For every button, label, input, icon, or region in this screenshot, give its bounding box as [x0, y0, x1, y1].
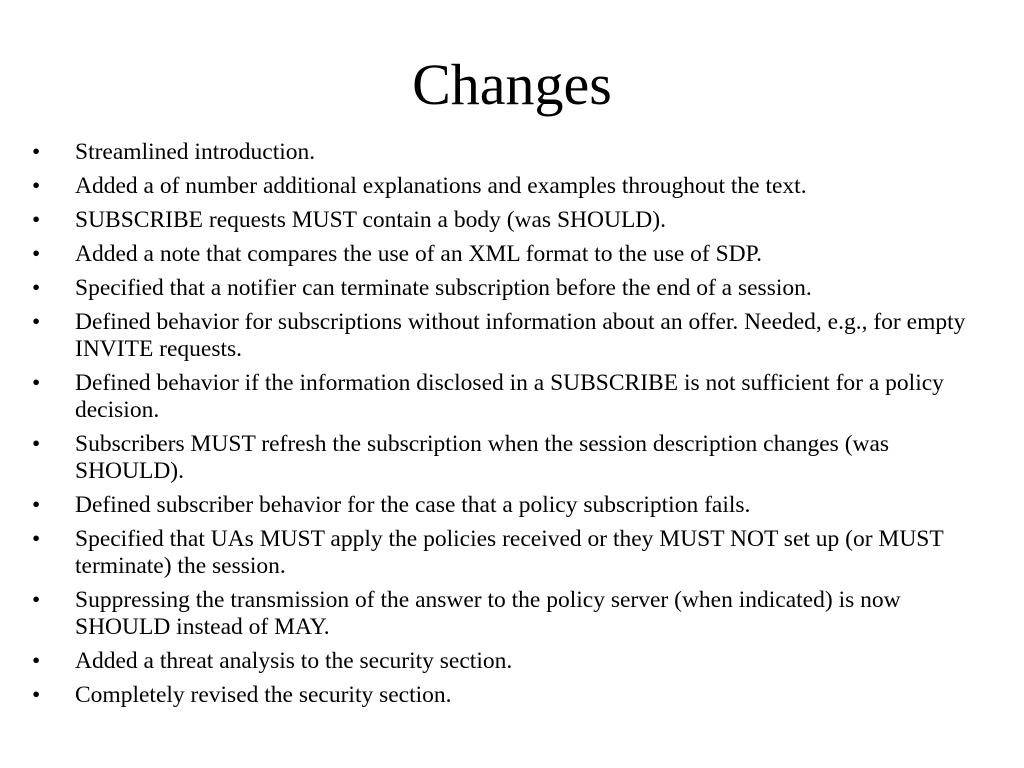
bullet-item: [30, 173, 990, 200]
bullet-list: [30, 139, 990, 716]
bullet-marker: •: [32, 526, 41, 552]
slide-title: Changes: [412, 52, 612, 117]
bullet-item: [30, 492, 990, 519]
bullet-text: Suppressing the transmission of the answer to the policy server (when indicated) is now SHOULD instead of MAY.: [75, 587, 901, 640]
bullet-marker: •: [32, 587, 41, 613]
bullet-marker: •: [32, 173, 41, 199]
bullet-text: Added a of number additional explanations and examples throughout the text.: [75, 173, 807, 199]
bullet-item: [30, 682, 990, 709]
bullet-marker: •: [32, 492, 41, 518]
bullet-item: [30, 587, 990, 641]
bullet-item: [30, 431, 990, 485]
bullet-marker: •: [32, 309, 41, 335]
bullet-item: [30, 309, 990, 363]
bullet-text: Specified that UAs MUST apply the policies received or they MUST NOT set up (or MUST terminate) the session.: [75, 526, 944, 579]
bullet-item: [30, 648, 990, 675]
bullet-item: [30, 526, 990, 580]
bullet-text: Defined subscriber behavior for the case that a policy subscription fails.: [75, 492, 751, 518]
bullet-text: Added a threat analysis to the security section.: [75, 648, 513, 674]
bullet-text: Completely revised the security section.: [75, 682, 452, 708]
bullet-text: SUBSCRIBE requests MUST contain a body (was SHOULD).: [75, 207, 666, 233]
bullet-marker: •: [32, 207, 41, 233]
bullet-marker: •: [32, 275, 41, 301]
bullet-item: [30, 370, 990, 424]
bullet-marker: •: [32, 370, 41, 396]
bullet-marker: •: [32, 241, 41, 267]
bullet-text: Specified that a notifier can terminate subscription before the end of a session.: [75, 275, 812, 301]
bullet-marker: •: [32, 682, 41, 708]
bullet-marker: •: [32, 139, 41, 165]
bullet-text: Streamlined introduction.: [75, 139, 316, 165]
bullet-text: Defined behavior for subscriptions without information about an offer. Needed, e.g., for empty INVITE requests.: [75, 309, 966, 362]
bullet-item: [30, 275, 990, 302]
bullet-item: [30, 207, 990, 234]
bullet-text: Subscribers MUST refresh the subscription when the session description changes (was SHOULD).: [75, 431, 890, 484]
bullet-marker: •: [32, 431, 41, 457]
bullet-item: [30, 139, 990, 166]
bullet-marker: •: [32, 648, 41, 674]
bullet-text: Defined behavior if the information disclosed in a SUBSCRIBE is not sufficient for a policy decision.: [75, 370, 944, 423]
bullet-item: [30, 241, 990, 268]
bullet-text: Added a note that compares the use of an XML format to the use of SDP.: [75, 241, 762, 267]
